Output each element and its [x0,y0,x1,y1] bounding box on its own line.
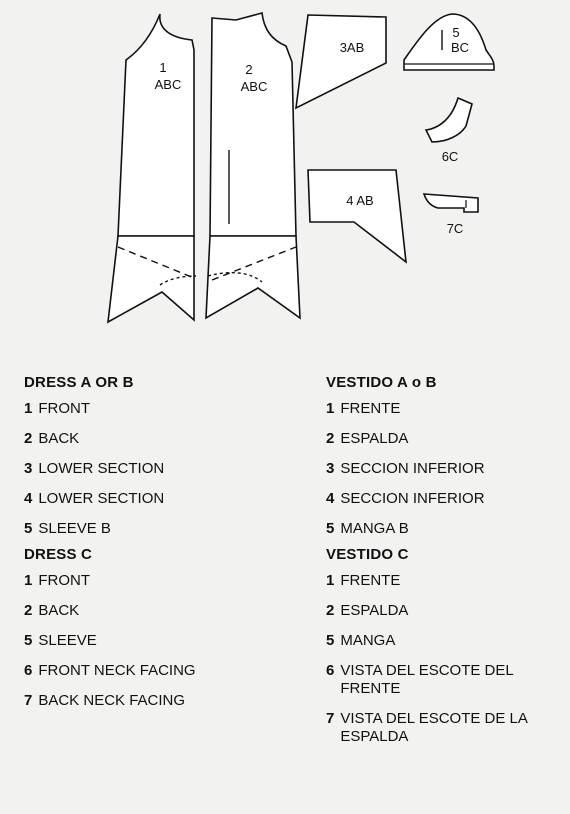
list-item: 6 FRONT NECK FACING [24,662,196,679]
list-item: 4 LOWER SECTION [24,490,165,507]
piece-1-front [108,14,196,322]
pattern-pieces-diagram [0,0,570,340]
dress-c-heading: DRESS C [24,546,93,563]
spanish-piece-list [326,374,556,758]
piece-1-number: 1 [159,60,167,75]
list-item: 1 FRENTE [326,400,401,417]
vestido-ab-heading: VESTIDO A o B [326,374,437,391]
piece-3-lower-section [296,15,386,108]
list-item: 2 ESPALDA [326,602,409,619]
piece-5-number: 5 [452,25,460,40]
list-item: 3 LOWER SECTION [24,460,165,477]
list-item: 2 BACK [24,430,80,447]
list-item: 7 BACK NECK FACING [24,692,186,709]
dress-ab-heading: DRESS A OR B [24,374,134,391]
piece-5-views: BC [450,40,470,55]
piece-7-back-neck-facing [424,194,478,236]
piece-1-views: ABC [154,77,182,92]
piece-2-number: 2 [245,62,253,77]
vestido-c-heading: VESTIDO C [326,546,409,563]
piece-4-lower-section [308,170,406,262]
piece-4-label: 4 AB [346,193,374,208]
list-item: 4 SECCION INFERIOR [326,490,485,507]
list-item: 1 FRONT [24,400,91,417]
list-item: 1 FRONT [24,572,91,589]
english-piece-list [24,374,304,722]
piece-6-label: 6C [441,149,459,164]
piece-2-views: ABC [240,79,268,94]
list-item: 3 SECCION INFERIOR [326,460,485,477]
piece-5-sleeve [404,14,494,70]
list-item: 5 MANGA B [326,520,409,537]
list-item: 1 FRENTE [326,572,401,589]
piece-3-label: 3AB [339,40,365,55]
list-item: 5 SLEEVE [24,632,97,649]
piece-2-back [206,13,300,318]
piece-7-label: 7C [446,221,464,236]
list-item: 5 MANGA [326,632,396,649]
piece-6-front-neck-facing [426,98,472,164]
list-item: 7 VISTA DEL ESCOTE DE LA ESPALDA [326,710,528,745]
list-item: 2 ESPALDA [326,430,409,447]
list-item: 5 SLEEVE B [24,520,111,537]
list-item: 6 VISTA DEL ESCOTE DEL FRENTE [326,662,514,697]
list-item: 2 BACK [24,602,80,619]
